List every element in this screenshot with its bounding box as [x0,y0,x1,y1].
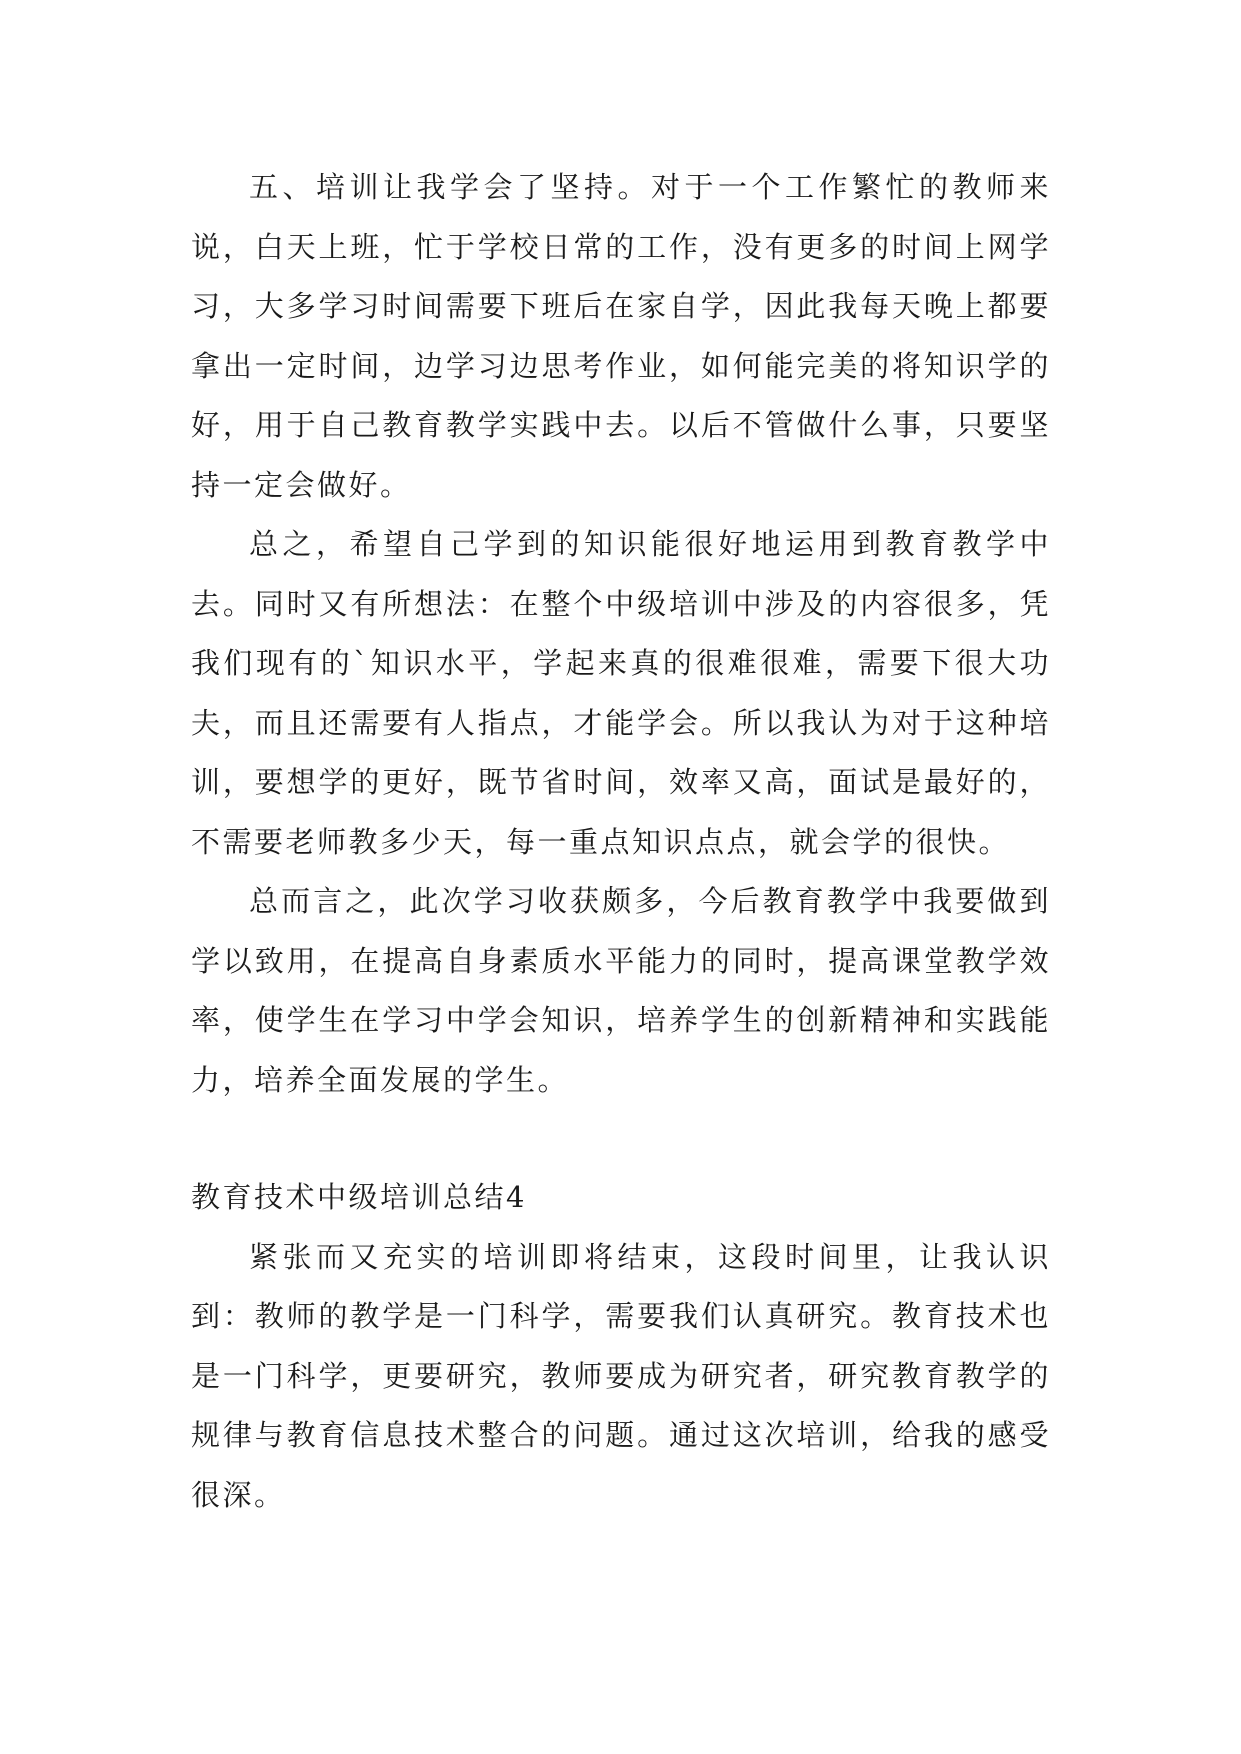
paragraph-summary: 总之，希望自己学到的知识能很好地运用到教育教学中去。同时又有所想法：在整个中级培训中涉及的内容很多，凭我们现有的`知识水平，学起来真的很难很难，需要下很大功夫，而且还需要有人指点，才能学会。所以我认为对于这种培训，要想学的更好，既节省时间，效率又高，面试是最好的，不需要老师教多少天，每一重点知识点点，就会学的很快。 [191,527,1051,859]
paragraph-training-intro: 紧张而又充实的培训即将结束，这段时间里，让我认识到：教师的教学是一门科学，需要我们认真研究。教育技术也是一门科学，更要研究，教师要成为研究者，研究教育教学的规律与教育信息技术整合的问题。通过这次培训，给我的感受很深。 [191,1239,1051,1512]
paragraph-conclusion: 总而言之，此次学习收获颇多，今后教育教学中我要做到学以致用，在提高自身素质水平能力的同时，提高课堂教学效率，使学生在学习中学会知识，培养学生的创新精神和实践能力，培养全面发展的学生。 [191,884,1051,1097]
section-heading: 教育技术中级培训总结4 [191,1180,527,1214]
document-body [191,158,1051,1525]
paragraph-persistence: 五、培训让我学会了坚持。对于一个工作繁忙的教师来说，白天上班，忙于学校日常的工作，没有更多的时间上网学习，大多学习时间需要下班后在家自学，因此我每天晚上都要拿出一定时间，边学习边思考作业，如何能完美的将知识学的好，用于自己教育教学实践中去。以后不管做什么事，只要坚持一定会做好。 [191,170,1051,502]
